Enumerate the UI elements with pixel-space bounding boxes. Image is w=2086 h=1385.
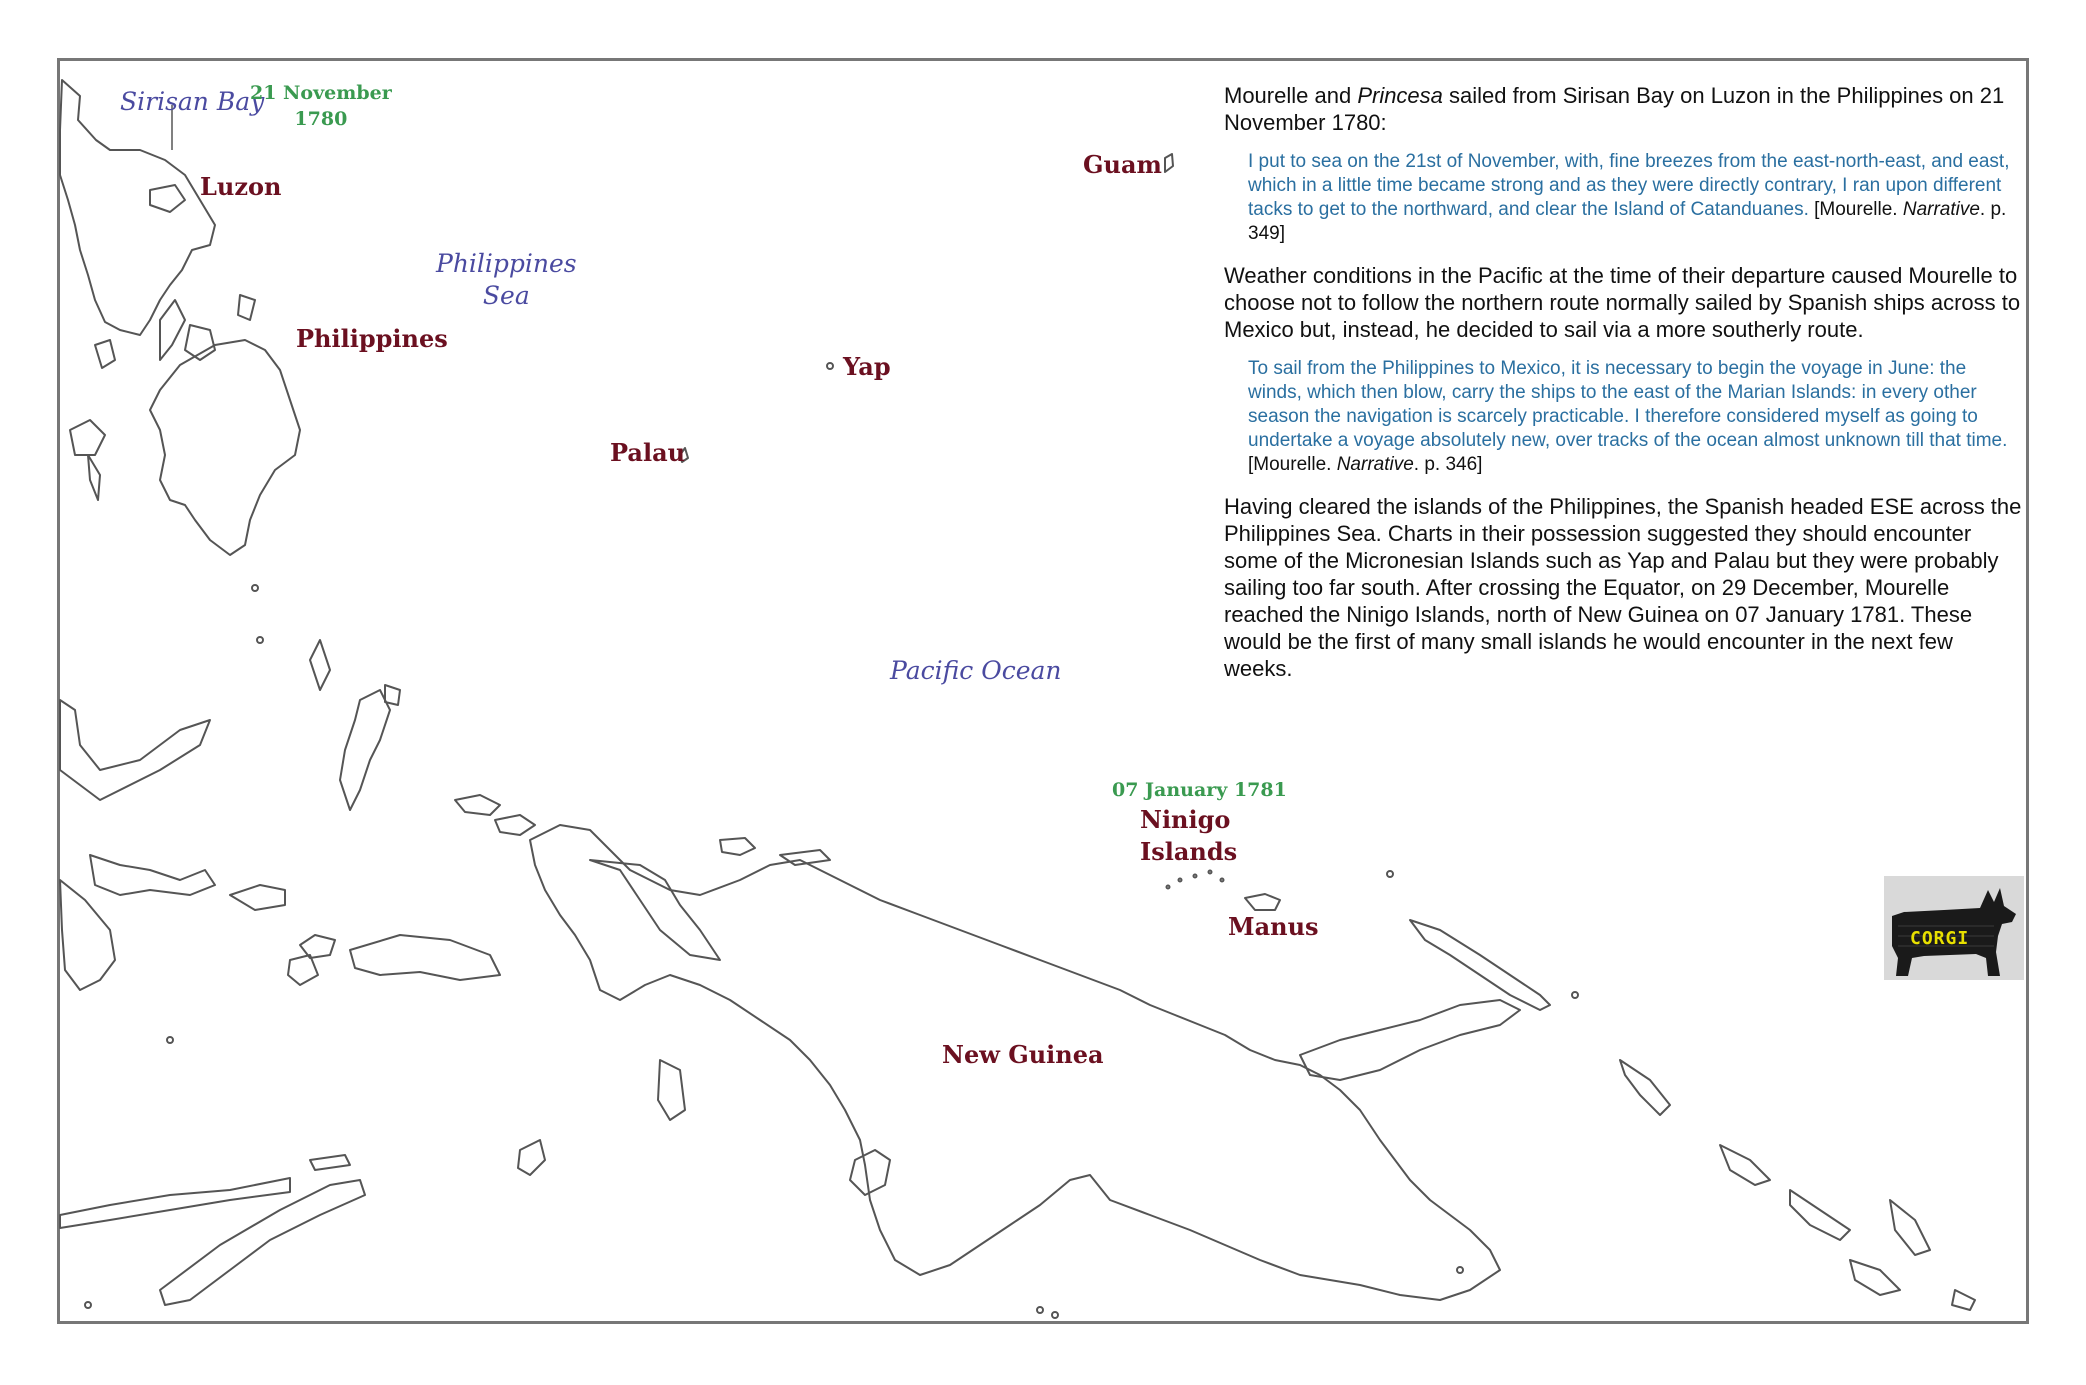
ninigo-line-1: Ninigo — [1140, 805, 1231, 834]
palawan-coast — [88, 455, 100, 500]
wetar-islet — [310, 1155, 350, 1170]
guam-islet — [1165, 154, 1173, 172]
luzon-lake — [150, 185, 185, 212]
visayas-island — [160, 300, 185, 360]
sea-islet — [257, 637, 263, 643]
paragraph-1-end: sailed from Sirisan Bay on Luzon in the Philippines on 21 November 1780: — [1224, 83, 2005, 135]
solomon-island — [1850, 1260, 1900, 1295]
biak-islet — [720, 838, 755, 855]
ninigo-islet — [1221, 879, 1224, 882]
departure-date-label — [250, 80, 392, 132]
visayas-island — [185, 325, 215, 360]
paragraph-2: Weather conditions in the Pacific at the time of their departure caused Mourelle to choose not to follow the northern route normally sailed by Spanish ships across to Mexico but, instead, he decided to sail via a more southerly route. — [1224, 263, 2021, 342]
luzon-coast — [60, 80, 215, 335]
ninigo-islet — [1167, 886, 1170, 889]
halmahera-coast — [340, 690, 390, 810]
yap-islet — [827, 363, 833, 369]
luzon-label: Luzon — [200, 172, 282, 201]
ninigo-islet — [1194, 875, 1197, 878]
flores-coast — [60, 1178, 290, 1228]
timor-coast — [160, 1180, 365, 1305]
solomon-island — [1720, 1145, 1770, 1185]
sirisan-bay-label: Sirisan Bay — [120, 87, 265, 116]
citation-author: [Mourelle. — [1248, 454, 1337, 475]
ship-name: Princesa — [1357, 83, 1443, 108]
narrative-text — [1224, 82, 2024, 696]
mindanao-coast — [150, 340, 300, 555]
ninigo-islet — [1209, 871, 1212, 874]
philippines-sea-line-1: Philippines — [436, 249, 577, 278]
bougainville-coast — [1620, 1060, 1670, 1115]
tanimbar-islet — [518, 1140, 545, 1175]
citation-page: . p. 346] — [1413, 454, 1483, 475]
moluccas-island — [495, 815, 535, 835]
new-ireland-coast — [1410, 920, 1550, 1010]
quote-1-text: I put to sea on the 21st of November, with, fine breezes from the east-north-east, and east, which in a little time became strong and as they were directly contrary, I ran upon different tacks to get to the northward, and clear the Island of Catanduanes. — [1248, 151, 2010, 220]
departure-date-line-1: 21 November — [250, 82, 392, 104]
sulawesi-arm — [60, 880, 115, 990]
new-guinea-bay — [590, 860, 720, 960]
moluccas-island — [300, 935, 335, 958]
sea-islet — [1037, 1307, 1043, 1313]
sulawesi-arm — [90, 855, 215, 895]
corgi-logo — [1884, 876, 2024, 980]
citation-title: Narrative — [1336, 454, 1414, 475]
arrival-date-label: 07 January 1781 — [1112, 779, 1287, 801]
quote-2 — [1248, 357, 2024, 477]
moluccas-island — [455, 795, 500, 815]
quote-1 — [1248, 150, 2024, 246]
new-guinea-label: New Guinea — [942, 1040, 1104, 1069]
sea-islet — [167, 1037, 173, 1043]
seram-coast — [350, 935, 500, 980]
philippines-label: Philippines — [296, 324, 448, 353]
solomon-island — [1952, 1290, 1975, 1310]
manus-coast — [1245, 894, 1280, 910]
ninigo-line-2: Islands — [1140, 837, 1238, 866]
guam-label: Guam — [1083, 150, 1162, 179]
sea-islet — [252, 585, 258, 591]
citation-title: Narrative — [1902, 199, 1980, 220]
paragraph-1 — [1224, 82, 2024, 136]
frederik-hendrik-island — [850, 1150, 890, 1195]
corgi-logo-text: CORGI — [1910, 928, 1970, 949]
sea-islet — [1387, 871, 1393, 877]
pacific-ocean-label: Pacific Ocean — [890, 656, 1062, 685]
manus-label: Manus — [1228, 912, 1319, 941]
ninigo-islands-label — [1140, 804, 1237, 868]
paragraph-1-start: Mourelle and — [1224, 83, 1358, 108]
yap-label: Yap — [843, 352, 891, 381]
aru-islands — [658, 1060, 685, 1120]
morotai-islet — [310, 640, 330, 690]
palau-label: Palau — [610, 438, 686, 467]
visayas-island — [70, 420, 105, 455]
halmahera-islet — [385, 685, 400, 705]
ninigo-islet — [1179, 879, 1182, 882]
sea-islet — [1052, 1312, 1058, 1318]
moluccas-island — [230, 885, 285, 910]
citation-page: . p. 349] — [1248, 199, 2007, 244]
buru-islet — [288, 955, 318, 985]
departure-date-line-2: 1780 — [294, 108, 348, 130]
paragraph-3: Having cleared the islands of the Philippines, the Spanish headed ESE across the Philippines Sea. Charts in their possession suggested they should encounter some of the Micronesian Islands such as Yap and Palau but they were probably sailing too far south. After crossing the Equator, on 29 December, Mourelle reached the Ninigo Islands, north of New Guinea on 07 January 1781. These would be the first of many small islands he would encounter in the next few weeks. — [1224, 494, 2022, 681]
philippines-sea-line-2: Sea — [482, 281, 530, 310]
sea-islet — [1572, 992, 1578, 998]
visayas-island — [95, 340, 115, 368]
new-britain-coast — [1300, 1000, 1520, 1080]
solomon-island — [1890, 1200, 1930, 1255]
quote-2-text: To sail from the Philippines to Mexico, it is necessary to begin the voyage in June: the winds, which then blow, carry the ships to the east of the Marian Islands: in every other season the navigation is scarcely practicable. I therefore considered myself as going to undertake a voyage absolutely new, over tracks of the ocean almost unknown till that time. — [1248, 358, 2008, 451]
citation-author: [Mourelle. — [1808, 199, 1903, 220]
sulawesi-coast — [60, 700, 210, 800]
solomon-island — [1790, 1190, 1850, 1240]
philippines-sea-label — [436, 248, 577, 312]
quote-2-citation — [1248, 454, 1482, 475]
sea-islet — [1457, 1267, 1463, 1273]
visayas-island — [238, 295, 255, 320]
sea-islet — [85, 1302, 91, 1308]
